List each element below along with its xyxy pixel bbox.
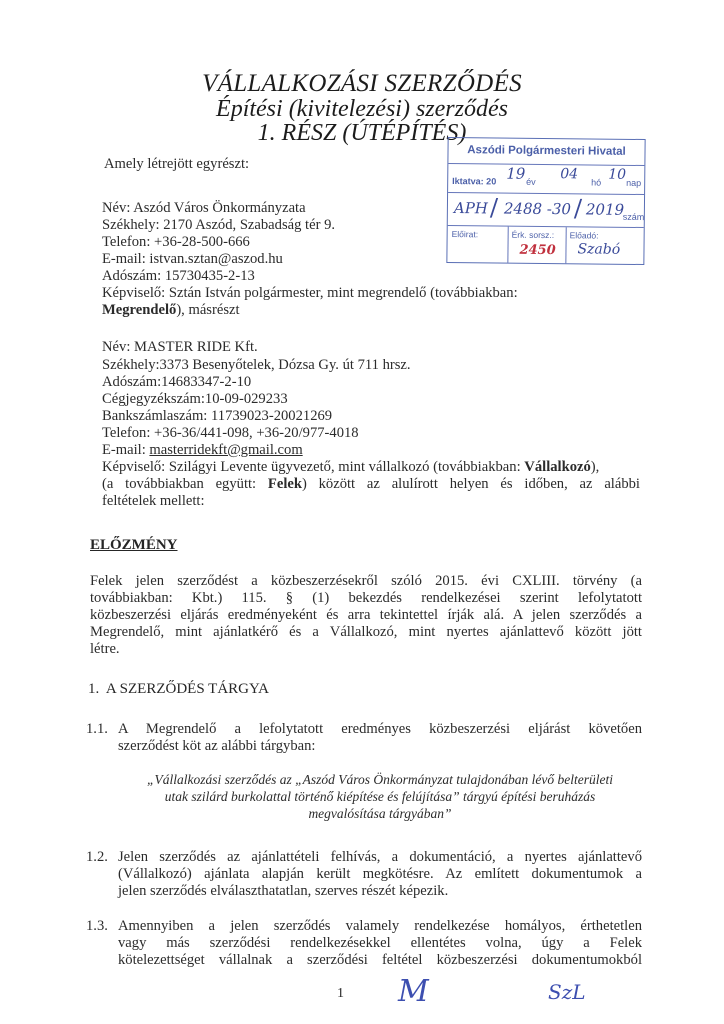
stamp-number-prefix: APH (453, 199, 489, 218)
megrendelo-term: Megrendelő (102, 302, 177, 318)
party1-rep-line2: Megrendelő), másrészt (102, 302, 240, 318)
party1-email: E-mail: istvan.sztan@aszod.hu (102, 251, 283, 267)
page-number: 1 (337, 986, 344, 1001)
stamp-year-hand: 19 (506, 164, 526, 183)
party2-name: Név: MASTER RIDE Kft. (102, 339, 258, 355)
item-1-1-line: szerződést köt az alábbi tárgyban: (118, 738, 316, 754)
party2-rep-line3: feltételek mellett: (102, 493, 205, 509)
item-1-3-line: Amennyiben a jelen szerződés valamely rendelkezése homályos, érthetetlen (118, 918, 642, 934)
stamp-month-hand: 04 (560, 166, 579, 183)
party1-phone: Telefon: +36-28-500-666 (102, 234, 250, 250)
item-1-2-number: 1.2. (86, 849, 108, 865)
party1-seat: Székhely: 2170 Aszód, Szabadság tér 9. (102, 217, 336, 233)
vallalkozo-term: Vállalkozó (524, 459, 591, 475)
party2-bank: Bankszámlaszám: 11739023-20021269 (102, 408, 333, 424)
party1-tax: Adószám: 15730435-2-13 (102, 268, 255, 284)
subject-quote-line: utak szilárd burkolattal történő kiépítése és felújítása” tárgyú építési beruházás (164, 789, 596, 804)
elozmeny-line: létre. (90, 641, 120, 657)
party2-tax: Adószám:14683347-2-10 (102, 374, 252, 390)
stamp-date-row (448, 164, 644, 195)
party1-name: Név: Aszód Város Önkormányzata (102, 200, 306, 216)
elozmeny-heading: ELŐZMÉNY (90, 537, 178, 553)
elozmeny-line: közbeszerzési eljárás eredményeként és arra tekintettel írják alá. A jelen szerződés a (90, 607, 642, 623)
party2-seat: Székhely:3373 Besenyőtelek, Dózsa Gy. út 711 hrsz. (102, 357, 411, 373)
party2-email: E-mail: masterridekft@gmail.com (102, 442, 303, 458)
stamp-office: Aszódi Polgármesteri Hivatal (448, 138, 644, 166)
stamp-number-main: 2488 -30 (503, 199, 572, 219)
subject-quote-line: „Vállalkozási szerződés az „Aszód Város Önkormányzat tulajdonában lévő belterületi (147, 772, 613, 787)
item-1-1-number: 1.1. (86, 721, 108, 737)
item-1-3-line: vagy más szerződési rendelkezésekkel ellentétes volna, úgy a Felek (118, 935, 642, 951)
party2-company-reg: Cégjegyzékszám:10-09-029233 (102, 391, 288, 407)
stamp-number-year: 2019 (585, 200, 625, 219)
party2-phone: Telefon: +36-36/441-098, +36-20/977-4018 (102, 425, 359, 441)
document-part: 1. RÉSZ (ÚTÉPÍTÉS) (257, 120, 467, 146)
stamp-nap-label: nap (626, 177, 642, 188)
item-1-3-number: 1.3. (86, 918, 108, 934)
document-subtitle: Építési (kivitelezési) szerződés (216, 96, 508, 122)
stamp-erk-label: Érk. sorsz.: (511, 229, 555, 241)
item-1-2-line: jelen szerződés elválaszthatatlan, szerves részét képezik. (118, 883, 449, 899)
registry-stamp (446, 137, 645, 265)
party2-email-link[interactable]: masterridekft@gmail.com (149, 442, 303, 458)
signature-initials-2: SzL (548, 980, 586, 1004)
stamp-iktatva-label: Iktatva: 20 (452, 176, 497, 187)
party2-rep-line2: (a továbbiakban együtt: Felek) között az alulírott helyen és időben, az alábbi (102, 476, 640, 492)
stamp-bottom-row (447, 226, 643, 264)
intro-text: Amely létrejött egyrészt: (104, 156, 250, 172)
subject-quote-line: megvalósítása tárgyában” (308, 806, 452, 821)
party2-rep-line1: Képviselő: Szilágyi Levente ügyvezető, mint vállalkozó (továbbiakban: Vállalkozó), (102, 459, 600, 475)
stamp-eloado-label: Előadó: (569, 230, 599, 241)
stamp-erk-value: 2450 (519, 242, 556, 259)
stamp-szam-label: szám (622, 211, 645, 223)
elozmeny-line: Felek jelen szerződést a közbeszerzésekről szóló 2015. évi CXLIII. törvény (a (90, 573, 642, 589)
item-1-2-line: Jelen szerződés az ajánlattételi felhívás, a dokumentáció, a nyertes ajánlattevő (118, 849, 642, 865)
item-1-2-line: (Vállalkozó) ajánlata alapján került megkötésre. Az említett dokumentumok a (118, 866, 642, 882)
stamp-day-hand: 10 (608, 166, 627, 183)
stamp-number-row: APH / 2488 -30 / 2019 szám (448, 193, 644, 228)
stamp-eloirat-label: Előirat: (451, 229, 479, 240)
stamp-eloado-value: Szabó (577, 241, 621, 258)
item-1-1-line: A Megrendelő a lefolytatott eredményes közbeszerzési eljárást követően (118, 721, 642, 737)
document-title: VÁLLALKOZÁSI SZERZŐDÉS (202, 70, 522, 97)
stamp-ho-label: hó (591, 177, 602, 188)
section1-heading: 1. A SZERZŐDÉS TÁRGYA (88, 681, 269, 697)
item-1-3-line: kötelezettséget vállalnak a szerződési feltétel közbeszerzési dokumentumokból (118, 952, 642, 968)
party1-rep-line1: Képviselő: Sztán István polgármester, mint megrendelő (továbbiakban: (102, 285, 518, 301)
elozmeny-line: továbbiakban: Kbt.) 115. § (1) bekezdés rendelkezései szerint lefolytatott (90, 590, 642, 606)
signature-initials-1: M (398, 974, 429, 1009)
elozmeny-line: Megrendelő, mint ajánlatkérő és a Vállalkozó, mint nyertes ajánlattevő között jött (90, 624, 642, 640)
felek-term: Felek (267, 476, 302, 492)
stamp-ev-label: év (526, 176, 536, 187)
